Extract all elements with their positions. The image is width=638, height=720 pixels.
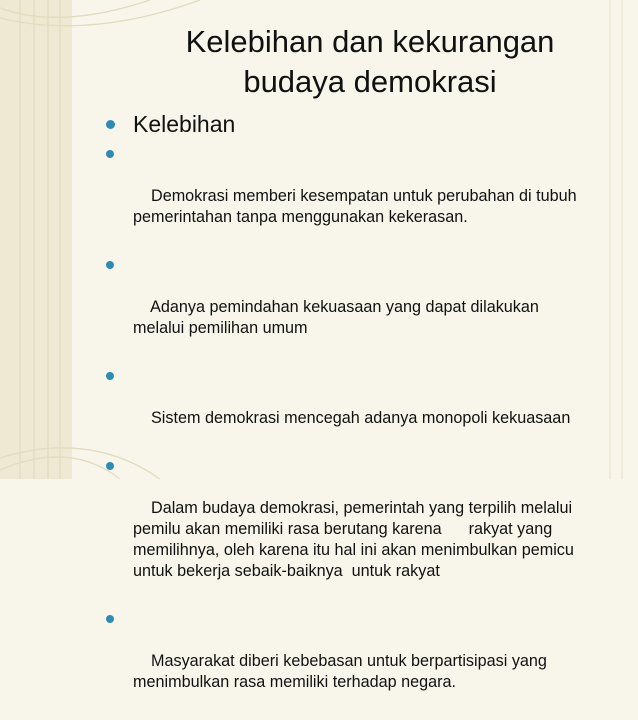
- list-item: [100, 144, 620, 249]
- heading-item: [100, 110, 620, 138]
- slide-title: [130, 22, 610, 102]
- list-item-text: Demokrasi memberi kesempatan untuk perubahan di tubuh pemerintahan tanpa menggunakan kekerasan.: [133, 187, 577, 226]
- bullet-icon: [106, 150, 114, 158]
- list-item: [100, 366, 620, 450]
- bullet-icon: [106, 462, 114, 470]
- list-item-text: Dalam budaya demokrasi, pemerintah yang terpilih melalui pemilu akan memiliki rasa berutang karena rakyat yang memilihnya, oleh karena itu hal ini akan menimbulkan pemicu untuk bekerja sebaik-baiknya untuk rakyat: [133, 499, 574, 580]
- title-line-1: Kelebihan dan kekurangan: [185, 24, 555, 59]
- list-item-text: Adanya pemindahan kekuasaan yang dapat dilakukan melalui pemilihan umum: [133, 298, 539, 337]
- bullet-icon: [106, 615, 114, 623]
- bullet-icon: [106, 120, 115, 129]
- list-item-text: Masyarakat diberi kebebasan untuk berpartisipasi yang menimbulkan rasa memiliki terhadap negara.: [133, 652, 547, 691]
- bullet-list: [100, 110, 620, 720]
- list-item: [100, 456, 620, 603]
- list-item: [100, 255, 620, 360]
- title-line-2: budaya demokrasi: [243, 64, 497, 99]
- heading-text: Kelebihan: [133, 111, 236, 137]
- bullet-icon: [106, 372, 114, 380]
- bullet-icon: [106, 261, 114, 269]
- list-item: [100, 609, 620, 714]
- list-item-text: Sistem demokrasi mencegah adanya monopoli kekuasaan: [151, 409, 571, 427]
